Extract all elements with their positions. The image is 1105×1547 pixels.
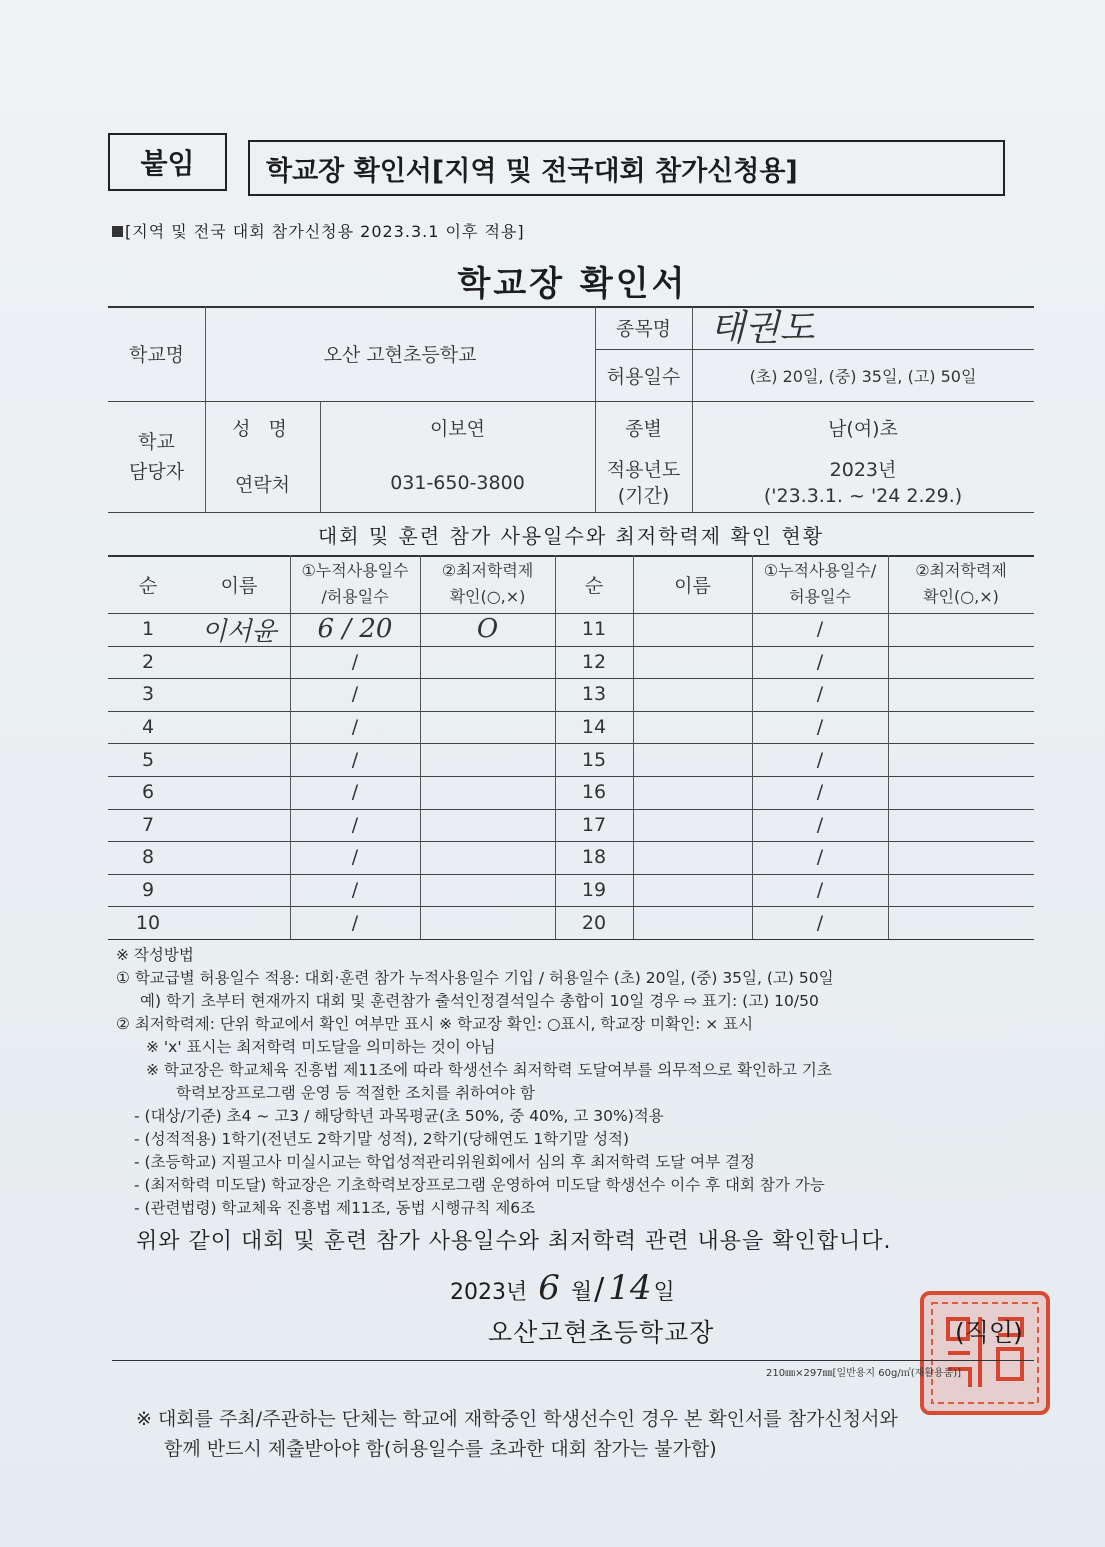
table-cell-days-left: / (351, 846, 359, 869)
table-cell-days-right: / (816, 911, 824, 934)
table-cell-no-left: 6 (141, 781, 155, 804)
rule (108, 939, 1034, 940)
table-cell-no-left: 2 (141, 650, 155, 673)
table-cell-no-left: 7 (141, 813, 155, 836)
table-cell-name-left (188, 809, 290, 842)
table-cell-no-left: 4 (141, 716, 155, 739)
period-label-text: (기간) (617, 485, 670, 507)
table-cell-days-right: / (816, 846, 824, 869)
name-label: 성 명 (232, 418, 293, 440)
table-cell-name-right (633, 841, 752, 874)
rule (108, 512, 1034, 513)
instruction-line: - (초등학교) 지필고사 미실시교는 학업성적관리위원회에서 심의 후 최저학력 도달 여부 결정 (134, 1153, 755, 1171)
table-cell-check-left (420, 776, 555, 809)
table-cell-name-left (188, 678, 290, 711)
table-cell-check-right (888, 646, 1034, 679)
table-cell-name-right (633, 874, 752, 907)
table-cell-days-left: / (351, 716, 359, 739)
instruction-line: - (최저학력 미도달) 학교장은 기초학력보장프로그램 운영하여 미도달 학생선수 이수 후 대회 참가 가능 (134, 1176, 825, 1194)
applicable-year-label-text: 적용년도 (606, 459, 681, 481)
header-title: 학교장 확인서[지역 및 전국대회 참가신청용] (248, 140, 1005, 196)
table-cell-days-right: / (816, 618, 824, 641)
table-cell-check-right (888, 678, 1034, 711)
footer-note-line: 함께 반드시 제출받아야 함(허용일수를 초과한 대회 참가는 불가함) (164, 1438, 717, 1460)
table-cell-days-right: / (816, 683, 824, 706)
table-cell-name-right (633, 776, 752, 809)
applicable-year-label (595, 454, 692, 512)
table-cell-name-left (188, 711, 290, 744)
col-header-academic-line2: 확인(○,×) (449, 587, 526, 606)
table-cell-no-right: 14 (581, 716, 607, 739)
instruction-line: 예) 학기 초부터 현재까지 대회 및 훈련참가 출석인정결석일수 총합이 10일 경우 ⇨ 표기: (고) 10/50 (140, 992, 819, 1010)
rule (112, 1360, 1034, 1361)
table-cell-check-left (420, 646, 555, 679)
table-cell-days-left: / (351, 748, 359, 771)
period-value-text: ('23.3.1. ~ '24 2.29.) (763, 485, 963, 507)
date-month-handwritten: 6 (538, 1268, 560, 1308)
col-header-academic-2-line2: 확인(○,×) (923, 587, 999, 606)
contact-person-label-text: 학교 담당자 (128, 430, 185, 483)
instruction-line: ※ 'x' 표시는 최저학력 미도달을 의미하는 것이 아님 (146, 1038, 496, 1056)
contact-person-label (108, 401, 205, 512)
table-cell-days-left: / (351, 650, 359, 673)
table-cell-name-left (188, 646, 290, 679)
col-header-name-2: 이름 (674, 574, 711, 597)
instruction-line: - (대상/기준) 초4 ~ 고3 / 해당학년 과목평균(초 50%, 중 40%, 고 30%)적용 (134, 1107, 664, 1125)
col-header-days-2-line1: ①누적사용일수/ (763, 561, 877, 580)
attachment-label: 붙임 (108, 133, 227, 191)
table-cell-name-left (188, 874, 290, 907)
confirmation-statement: 위와 같이 대회 및 훈련 참가 사용일수와 최저학력 관련 내용을 확인합니다. (136, 1229, 892, 1254)
gender-value: 남(여)초 (828, 418, 898, 440)
table-cell-days-right: / (816, 748, 824, 771)
col-header-academic-2-line1: ②최저학력제 (915, 561, 1007, 580)
table-cell-check-left (420, 711, 555, 744)
allowed-days-label: 허용일수 (606, 365, 681, 388)
table-cell-name-right (633, 809, 752, 842)
table-cell-no-right: 15 (581, 748, 607, 771)
name-value: 이보연 (429, 418, 486, 440)
instruction-line: ② 최저학력제: 단위 학교에서 확인 여부만 표시 ※ 학교장 확인: ○표시, 학교장 미확인: × 표시 (116, 1015, 754, 1033)
table-cell-days-left: / (351, 813, 359, 836)
table-cell-no-left: 1 (141, 618, 155, 641)
applicability-text: [지역 및 전국 대회 참가신청용 2023.3.1 이후 적용] (125, 222, 525, 241)
instructions-heading: ※ 작성방법 (116, 946, 194, 964)
col-header-academic-line1: ②최저학력제 (441, 561, 534, 580)
date-month-unit: 월 (570, 1280, 593, 1305)
rule (108, 401, 1034, 402)
table-cell-name-right (633, 711, 752, 744)
seal-label: (직인) (955, 1318, 1023, 1347)
allowed-days-value: (초) 20일, (중) 35일, (고) 50일 (749, 366, 977, 386)
instruction-line: ※ 학교장은 학교체육 진흥법 제11조에 따라 학생선수 최저학력 도달여부를 의무적으로 확인하고 기초 (146, 1061, 832, 1079)
table-cell-name-right (633, 906, 752, 939)
table-cell-check-left (420, 678, 555, 711)
table-cell-no-right: 12 (581, 650, 607, 673)
col-header-academic (420, 555, 555, 613)
table-cell-no-left: 5 (141, 748, 155, 771)
table-cell-days-right: / (816, 879, 824, 902)
footer-note-line: ※ 대회를 주최/주관하는 단체는 학교에 재학중인 학생선수인 경우 본 확인서를 참가신청서와 (136, 1408, 898, 1430)
instruction-line: - (성적적용) 1학기(전년도 2학기말 성적), 2학기(당해연도 1학기말 성적) (134, 1130, 630, 1148)
date-day-handwritten: 14 (608, 1268, 652, 1308)
table-cell-no-right: 17 (581, 813, 607, 836)
table-cell-no-right: 13 (581, 683, 607, 706)
table-cell-no-right: 19 (581, 879, 607, 902)
paper-spec: 210㎜×297㎜[일반용지 60g/㎡(재활용품)] (766, 1368, 962, 1379)
table-cell-no-left: 8 (141, 846, 155, 869)
table-cell-check-left (420, 743, 555, 776)
footer-note (136, 1404, 898, 1464)
col-header-days-2 (752, 555, 888, 613)
table-cell-check-left (420, 841, 555, 874)
table-cell-name-right (633, 678, 752, 711)
sport-label: 종목명 (615, 318, 672, 340)
col-header-days-2-line2: 허용일수 (789, 587, 851, 606)
col-header-days-line1: ①누적사용일수 (301, 561, 409, 580)
table-cell-no-right: 18 (581, 846, 607, 869)
table-cell-no-right: 16 (581, 781, 607, 804)
table-cell-days-left: / (351, 683, 359, 706)
col-header-no: 순 (138, 574, 158, 597)
col-header-name: 이름 (220, 574, 258, 597)
phone-value: 031-650-3800 (390, 472, 525, 494)
table-cell-name-left (188, 743, 290, 776)
table-cell-name-right (633, 646, 752, 679)
table-cell-days-right: / (816, 650, 824, 673)
instruction-line: - (관련법령) 학교체육 진흥법 제11조, 동법 시행규칙 제6조 (134, 1199, 536, 1217)
table-cell-days-right: / (816, 813, 824, 836)
year-value-text: 2023년 (829, 459, 897, 481)
table-cell-name-left (188, 776, 290, 809)
table-cell-check-left (420, 874, 555, 907)
signature-date: 2023년 6 월/ 14일 (450, 1268, 675, 1308)
table-cell-no-left: 3 (141, 683, 155, 706)
applicability-note (112, 219, 525, 242)
table-cell-name-right (633, 743, 752, 776)
instructions-block (116, 944, 834, 1220)
official-seal-stamp (918, 1289, 1052, 1417)
date-day-unit: 일 (653, 1280, 675, 1305)
table-cell-no-right: 11 (581, 618, 607, 641)
table-cell-check-right (888, 841, 1034, 874)
table-cell-check-left (420, 906, 555, 939)
table-cell-check-right (888, 711, 1034, 744)
table-cell-name-left (188, 841, 290, 874)
table-cell-no-left: 9 (141, 879, 155, 902)
square-bullet-icon (112, 226, 123, 237)
school-name-value: 오산 고현초등학교 (323, 344, 477, 366)
principal-signature: 오산고현초등학교장 (488, 1318, 715, 1347)
instruction-line: 학력보장프로그램 운영 등 적절한 조치를 취하여야 함 (176, 1084, 535, 1102)
table-cell-check-right (888, 809, 1034, 842)
table-cell-check-right (888, 906, 1034, 939)
section-heading: 대회 및 훈련 참가 사용일수와 최저학력제 확인 현황 (317, 523, 825, 548)
col-header-no-2: 순 (584, 574, 604, 597)
table-cell-days-left: / (351, 781, 359, 804)
date-year: 2023년 (450, 1280, 528, 1305)
col-header-academic-2 (888, 555, 1034, 613)
phone-label: 연락처 (234, 473, 291, 496)
gender-label: 종별 (625, 418, 662, 440)
table-cell-days-left: 6 / 20 (317, 614, 393, 645)
table-cell-check-right (888, 613, 1034, 646)
table-cell-check-left: O (476, 614, 499, 645)
table-cell-days-left: / (351, 911, 359, 934)
applicable-year-value (692, 454, 1034, 512)
sport-value-handwritten: 태권도 (710, 307, 815, 349)
table-cell-days-left: / (351, 879, 359, 902)
table-cell-check-right (888, 776, 1034, 809)
document-title: 학교장 확인서 (457, 264, 688, 304)
table-cell-no-left: 10 (135, 911, 161, 934)
table-cell-check-right (888, 874, 1034, 907)
table-cell-days-right: / (816, 716, 824, 739)
table-cell-name-left: 이서윤 (201, 616, 277, 647)
table-cell-check-left (420, 809, 555, 842)
table-cell-name-left (188, 906, 290, 939)
school-name-label: 학교명 (128, 344, 185, 366)
table-cell-no-right: 20 (581, 911, 607, 934)
col-header-days (290, 555, 420, 613)
col-header-days-line2: /허용일수 (321, 587, 389, 606)
instruction-line: ① 학교급별 허용일수 적용: 대회·훈련 참가 누적사용일수 기입 / 허용일수 (초) 20일, (중) 35일, (고) 50일 (116, 969, 834, 987)
table-cell-days-right: / (816, 781, 824, 804)
table-cell-check-right (888, 743, 1034, 776)
table-cell-name-right (633, 613, 752, 646)
